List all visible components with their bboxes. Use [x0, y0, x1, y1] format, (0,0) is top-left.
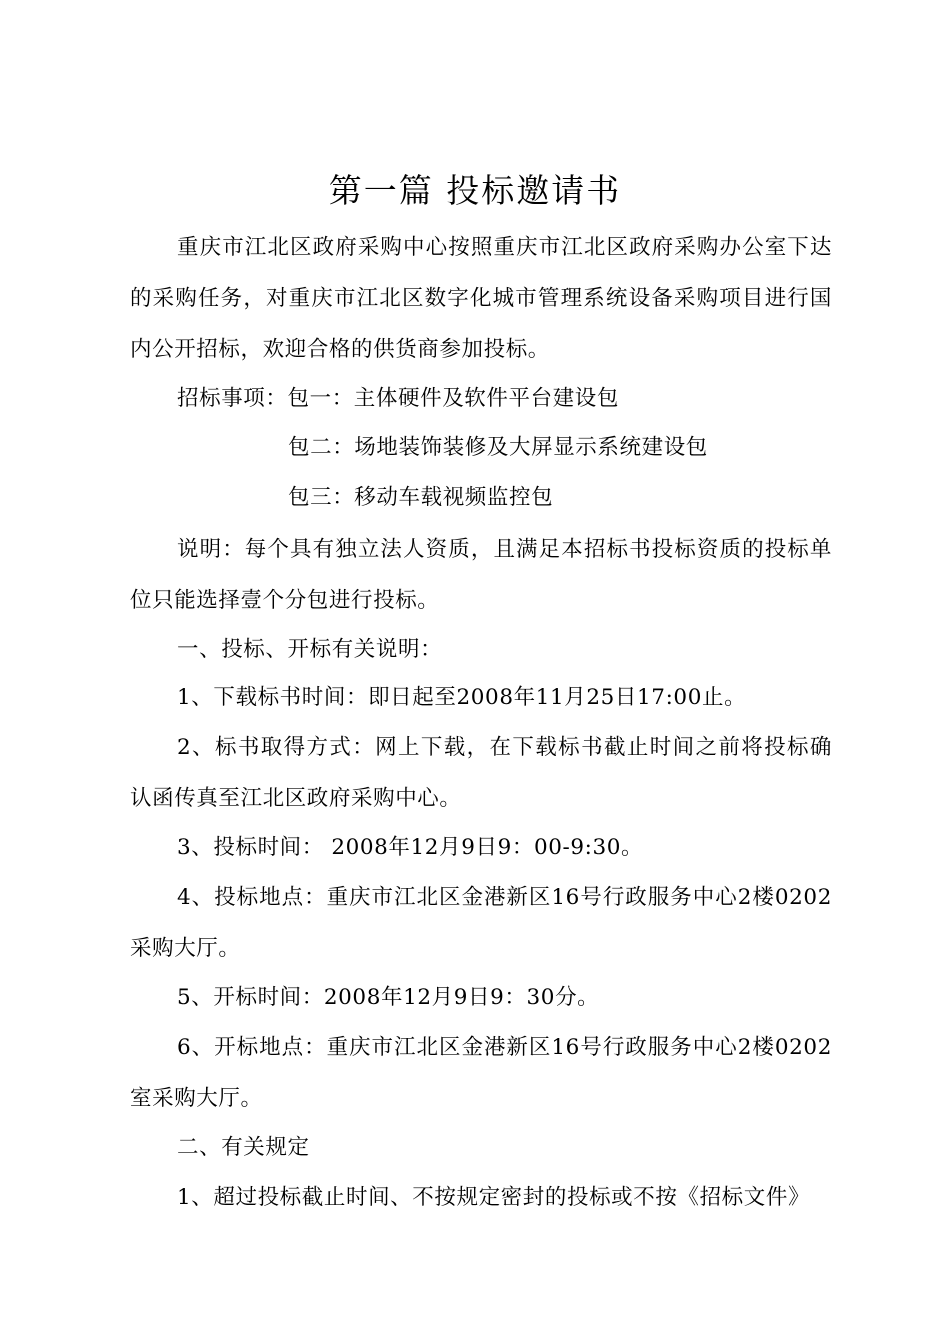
- item-bid-time: 3、投标时间： 2008年12月9日9：00-9:30。: [177, 835, 644, 860]
- section-1-heading: 一、投标、开标有关说明：: [177, 637, 443, 662]
- section-2-heading: 二、有关规定: [177, 1135, 310, 1160]
- item-opening-location: 6、开标地点：重庆市江北区金港新区16号行政服务中心2楼0202室采购大厅。: [130, 1035, 832, 1111]
- bid-items-line: 招标事项：包一：主体硬件及软件平台建设包: [177, 386, 620, 411]
- item-bid-location: 4、投标地点：重庆市江北区金港新区16号行政服务中心2楼0202采购大厅。: [130, 885, 832, 961]
- rule-1: 1、超过投标截止时间、不按规定密封的投标或不按《招标文件》: [177, 1185, 811, 1210]
- note-paragraph: 说明：每个具有独立法人资质，且满足本招标书投标资质的投标单位只能选择壹个分包进行投标。: [130, 537, 832, 613]
- item-download-time: 1、下载标书时间：即日起至2008年11月25日17:00止。: [177, 685, 747, 710]
- intro-paragraph: 重庆市江北区政府采购中心按照重庆市江北区政府采购办公室下达的采购任务，对重庆市江北区数字化城市管理系统设备采购项目进行国内公开招标，欢迎合格的供货商参加投标。: [130, 235, 832, 362]
- page-title: 第一篇 投标邀请书: [328, 171, 622, 210]
- item-opening-time: 5、开标时间：2008年12月9日9：30分。: [177, 985, 600, 1010]
- package-2-line: 包二：场地装饰装修及大屏显示系统建设包: [288, 435, 708, 460]
- item-obtain-method: 2、标书取得方式：网上下载，在下载标书截止时间之前将投标确认函传真至江北区政府采购中心。: [130, 735, 832, 811]
- package-3-line: 包三：移动车载视频监控包: [288, 485, 554, 510]
